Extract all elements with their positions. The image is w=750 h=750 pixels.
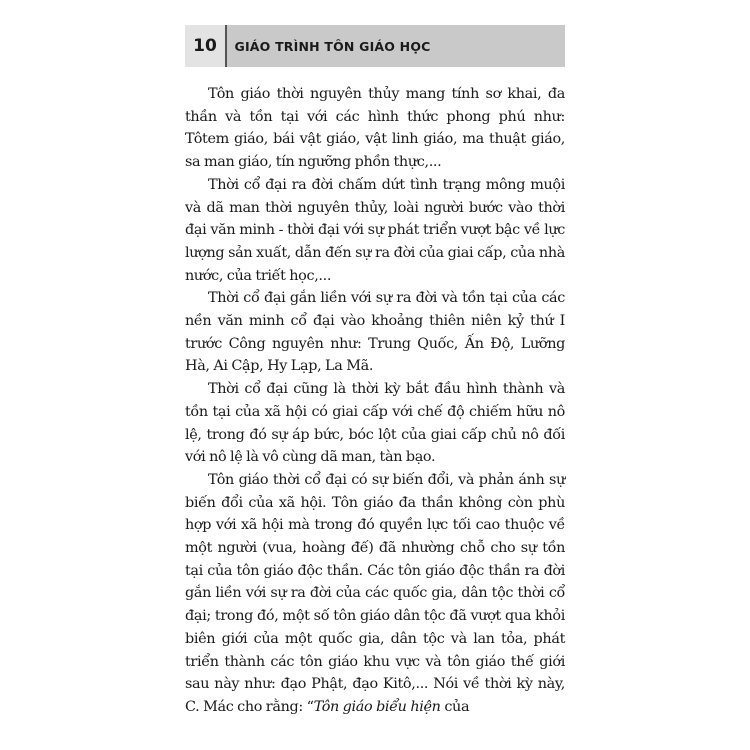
page-header (185, 25, 565, 67)
paragraph-1: Tôn giáo thời nguyên thủy mang tính sơ khai, đa thần và tồn tại với các hình thức phong phú như: Tôtem giáo, bái vật giáo, vật linh giáo, ma thuật giáo, sa man giáo, tín ngưỡng phồn thực,... (185, 86, 565, 171)
paragraph-2: Thời cổ đại ra đời chấm dứt tình trạng mông muội và dã man thời nguyên thủy, loài người bước vào thời đại văn minh - thời đại với sự phát triển vượt bậc về lực lượng sản xuất, dẫn đến sự ra đời của giai cấp, của nhà nước, của triết học,... (185, 176, 565, 284)
book-title: GIÁO TRÌNH TÔN GIÁO HỌC (227, 25, 566, 67)
italic-quote: Tôn giáo biểu hiện (313, 698, 441, 715)
paragraph-4: Thời cổ đại cũng là thời kỳ bắt đầu hình thành và tồn tại của xã hội có giai cấp với chế độ chiếm hữu nô lệ, trong đó sự áp bức, bóc lột của giai cấp chủ nô đối với nô lệ là vô cùng dã man, tàn bạo. (185, 381, 565, 466)
paragraph-3: Thời cổ đại gắn liền với sự ra đời và tồn tại của các nền văn minh cổ đại vào khoảng thiên niên kỷ thứ I trước Công nguyên như: Trung Quốc, Ấn Độ, Lưỡng Hà, Ai Cập, Hy Lạp, La Mã. (185, 290, 565, 375)
paragraph-5 (185, 469, 565, 719)
page-number: 10 (185, 25, 225, 67)
paragraph-5-tail: của (440, 698, 470, 715)
body-text (185, 83, 565, 719)
paragraph-5-text: Tôn giáo thời cổ đại có sự biến đổi, và phản ánh sự biến đổi của xã hội. Tôn giáo đa thần không còn phù hợp với xã hội mà trong đó quyền lực tối cao thuộc về một người (vua, hoàng đế) đã nhường chỗ cho sự tồn tại của tôn giáo độc thần. Các tôn giáo độc thần ra đời gắn liền với sự ra đời của các quốc gia, dân tộc thời cổ đại; trong đó, một số tôn giáo dân tộc đã vượt qua khỏi biên giới của một quốc gia, dân tộc và lan tỏa, phát triển thành các tôn giáo khu vực và tôn giáo thế giới sau này như: đạo Phật, đạo Kitô,... Nói về thời kỳ này, C. Mác cho rằng: “ (185, 471, 565, 715)
